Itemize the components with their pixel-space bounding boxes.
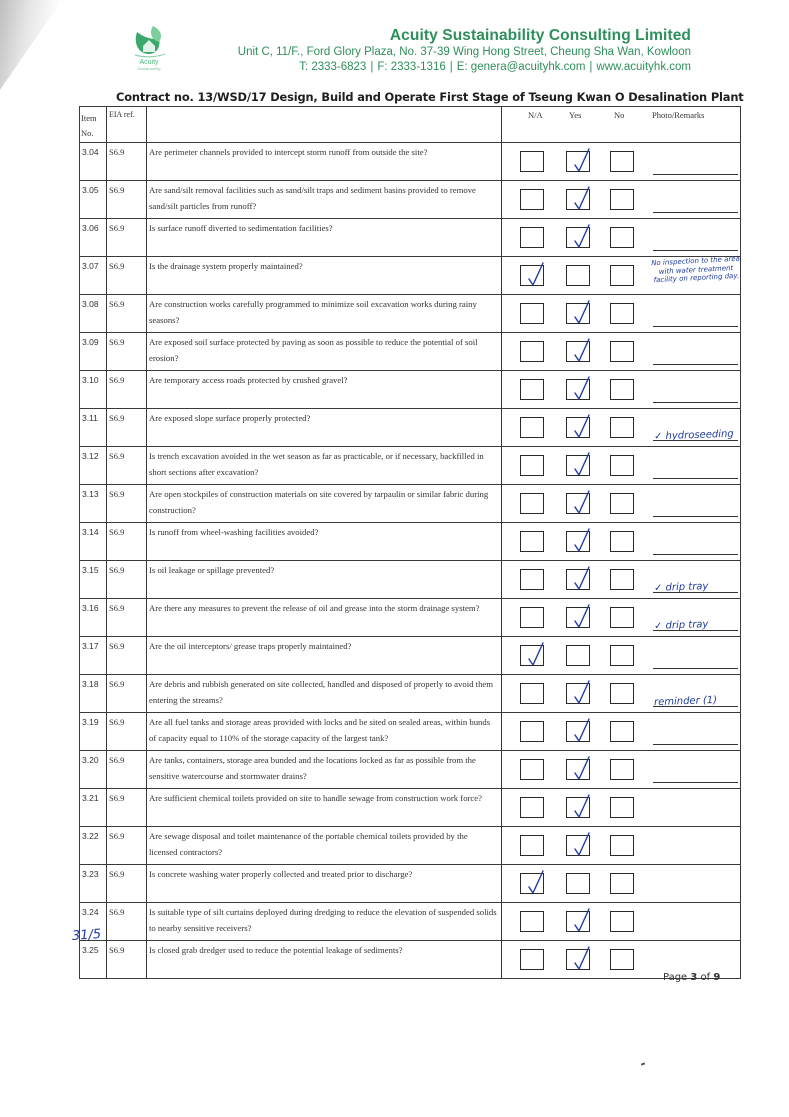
table-row <box>80 675 741 713</box>
page-current: 3 <box>690 972 698 983</box>
checklist-question: Are construction works carefully programmed to minimize soil excavation works during rainy seasons? <box>147 295 502 333</box>
eia-reference: S6.9 <box>107 599 147 637</box>
table-row <box>80 447 741 485</box>
table-header-row <box>80 107 741 143</box>
answer-cell <box>502 523 741 561</box>
checklist-table <box>79 106 741 979</box>
remark-line <box>653 402 738 403</box>
checklist-question: Is oil leakage or spillage prevented? <box>147 561 502 599</box>
check-mark-icon <box>572 376 592 402</box>
company-address: Unit C, 11/F., Ford Glory Plaza, No. 37-39 Wing Hong Street, Cheung Sha Wan, Kowloon <box>237 46 691 58</box>
item-number: 3.08 <box>80 295 107 333</box>
checkbox-no[interactable] <box>610 493 634 514</box>
answer-cell <box>502 371 741 409</box>
company-email[interactable]: E: genera@acuityhk.com <box>456 61 586 73</box>
checkbox-na[interactable] <box>520 759 544 780</box>
check-mark-icon <box>572 794 592 820</box>
company-contact <box>238 60 691 75</box>
checkbox-yes[interactable] <box>566 303 590 324</box>
check-mark-icon <box>572 946 592 972</box>
company-name: Acuity Sustainability Consulting Limited <box>389 27 691 44</box>
company-website[interactable]: www.acuityhk.com <box>596 61 691 73</box>
checklist-question: Is closed grab dredger used to reduce the potential leakage of sediments? <box>147 941 502 979</box>
check-mark-icon <box>526 262 546 288</box>
eia-reference: S6.9 <box>107 371 147 409</box>
item-number: 3.06 <box>80 219 107 257</box>
item-number: 3.24 <box>80 903 107 941</box>
checklist-question: Is the drainage system properly maintained? <box>147 257 502 295</box>
table-row <box>80 219 741 257</box>
header-answers <box>502 107 741 143</box>
page-total: 9 <box>713 972 721 983</box>
eia-reference: S6.9 <box>107 523 147 561</box>
checklist-question: Are exposed soil surface protected by paving as soon as possible to reduce the potential of soil erosion? <box>147 333 502 371</box>
checkbox-yes[interactable] <box>566 645 590 666</box>
table-row <box>80 181 741 219</box>
item-number: 3.05 <box>80 181 107 219</box>
item-number: 3.23 <box>80 865 107 903</box>
scan-artifact <box>641 1062 645 1065</box>
checklist-question: Are debris and rubbish generated on site collected, handled and disposed of properly to avoid them entering the streams? <box>147 675 502 713</box>
checkbox-yes[interactable] <box>566 379 590 400</box>
table-row <box>80 827 741 865</box>
item-number: 3.07 <box>80 257 107 295</box>
checkbox-na[interactable] <box>520 911 544 932</box>
checkbox-na[interactable] <box>520 341 544 362</box>
checkbox-no[interactable] <box>610 759 634 780</box>
item-number: 3.13 <box>80 485 107 523</box>
contract-title: Contract no. 13/WSD/17 Design, Build and Operate First Stage of Tseung Kwan O Desalination Plant <box>116 90 744 104</box>
handwritten-date-note: 31/5 <box>71 926 102 945</box>
page-prefix: Page <box>663 972 691 983</box>
checkbox-no[interactable] <box>610 835 634 856</box>
checkbox-no[interactable] <box>610 911 634 932</box>
eia-reference: S6.9 <box>107 409 147 447</box>
item-number: 3.19 <box>80 713 107 751</box>
checkbox-yes[interactable] <box>566 227 590 248</box>
page-number <box>663 972 720 983</box>
check-mark-icon <box>572 680 592 706</box>
check-mark-icon <box>572 528 592 554</box>
item-number: 3.21 <box>80 789 107 827</box>
separator: | <box>370 61 374 73</box>
checkbox-no[interactable] <box>610 569 634 590</box>
checkbox-na[interactable] <box>520 721 544 742</box>
answer-cell <box>502 903 741 941</box>
remark-line <box>653 478 738 479</box>
checkbox-na[interactable] <box>520 493 544 514</box>
check-mark-icon <box>572 186 592 212</box>
check-mark-icon <box>572 566 592 592</box>
header-na: N/A <box>528 110 543 120</box>
remark-text: No inspection to the area with water treatment facility on reporting day. <box>651 254 741 285</box>
eia-reference: S6.9 <box>107 561 147 599</box>
checkbox-no[interactable] <box>610 151 634 172</box>
eia-reference: S6.9 <box>107 751 147 789</box>
checkbox-na[interactable] <box>520 455 544 476</box>
checklist-question: Is surface runoff diverted to sedimentation facilities? <box>147 219 502 257</box>
checklist-question: Are the oil interceptors/ grease traps properly maintained? <box>147 637 502 675</box>
checkbox-na[interactable] <box>520 189 544 210</box>
answer-cell <box>502 599 741 637</box>
checkbox-na[interactable] <box>520 607 544 628</box>
answer-cell <box>502 447 741 485</box>
eia-reference: S6.9 <box>107 257 147 295</box>
remark-line <box>653 326 738 327</box>
eia-reference: S6.9 <box>107 181 147 219</box>
checkbox-no[interactable] <box>610 949 634 970</box>
answer-cell <box>502 219 741 257</box>
checkbox-no[interactable] <box>610 721 634 742</box>
checkbox-na[interactable] <box>520 873 544 894</box>
table-row <box>80 561 741 599</box>
item-number: 3.10 <box>80 371 107 409</box>
logo-label: Acuity <box>139 59 159 66</box>
checkbox-no[interactable] <box>610 303 634 324</box>
check-mark-icon <box>572 338 592 364</box>
item-number: 3.14 <box>80 523 107 561</box>
remark-line <box>653 554 738 555</box>
answer-cell <box>502 295 741 333</box>
table-row <box>80 295 741 333</box>
item-number: 3.12 <box>80 447 107 485</box>
remark-text: ✓ drip tray <box>653 619 709 632</box>
answer-cell <box>502 751 741 789</box>
checkbox-no[interactable] <box>610 265 634 286</box>
checkbox-yes[interactable] <box>566 607 590 628</box>
remark-line <box>653 744 738 745</box>
checklist-question: Are open stockpiles of construction materials on site covered by tarpaulin or similar fabric during construction? <box>147 485 502 523</box>
answer-cell <box>502 637 741 675</box>
table-row <box>80 371 741 409</box>
checkbox-na[interactable] <box>520 151 544 172</box>
answer-cell <box>502 409 741 447</box>
checklist-question: Are sewage disposal and toilet maintenance of the portable chemical toilets provided by the licensed contractors? <box>147 827 502 865</box>
eia-reference: S6.9 <box>107 143 147 181</box>
checkbox-na[interactable] <box>520 265 544 286</box>
check-mark-icon <box>572 756 592 782</box>
checkbox-yes[interactable] <box>566 493 590 514</box>
checkbox-yes[interactable] <box>566 911 590 932</box>
checkbox-no[interactable] <box>610 797 634 818</box>
remark-text: reminder (1) <box>653 694 718 709</box>
checklist-question: Are all fuel tanks and storage areas provided with locks and be sited on sealed areas, within bunds of capacity equal to 110% of the storage capacity of the largest tank? <box>147 713 502 751</box>
checkbox-no[interactable] <box>610 227 634 248</box>
table-row <box>80 903 741 941</box>
checkbox-na[interactable] <box>520 379 544 400</box>
company-logo <box>120 24 178 86</box>
check-mark-icon <box>572 908 592 934</box>
checkbox-na[interactable] <box>520 683 544 704</box>
eia-reference: S6.9 <box>107 675 147 713</box>
checklist-question: Is concrete washing water properly collected and treated prior to discharge? <box>147 865 502 903</box>
checkbox-no[interactable] <box>610 607 634 628</box>
checklist-question: Are tanks, containers, storage area bunded and the locations locked as far as possible from the sensitive watercourse and stormwater drains? <box>147 751 502 789</box>
eia-reference: S6.9 <box>107 865 147 903</box>
remark-line <box>653 174 738 175</box>
remark-line <box>653 364 738 365</box>
eia-reference: S6.9 <box>107 827 147 865</box>
checkbox-no[interactable] <box>610 683 634 704</box>
checkbox-yes[interactable] <box>566 417 590 438</box>
eia-reference: S6.9 <box>107 295 147 333</box>
header-question <box>147 107 502 143</box>
checkbox-yes[interactable] <box>566 873 590 894</box>
answer-cell <box>502 789 741 827</box>
check-mark-icon <box>572 414 592 440</box>
check-mark-icon <box>572 490 592 516</box>
remark-text: ✓ drip tray <box>653 581 709 594</box>
check-mark-icon <box>572 604 592 630</box>
checkbox-no[interactable] <box>610 189 634 210</box>
item-number: 3.18 <box>80 675 107 713</box>
eia-reference: S6.9 <box>107 219 147 257</box>
check-mark-icon <box>572 718 592 744</box>
item-number: 3.25 <box>80 941 107 979</box>
remark-text: ✓ hydroseeding <box>653 428 734 443</box>
logo-subtitle: Sustainability <box>137 66 161 71</box>
eia-reference: S6.9 <box>107 903 147 941</box>
item-number: 3.22 <box>80 827 107 865</box>
checklist-question: Is trench excavation avoided in the wet season as far as practicable, or if necessary, backfilled in short sections after excavation? <box>147 447 502 485</box>
checkbox-yes[interactable] <box>566 683 590 704</box>
checkbox-na[interactable] <box>520 949 544 970</box>
checklist-question: Are sand/silt removal facilities such as sand/silt traps and sediment basins provided to remove sand/silt particles from runoff? <box>147 181 502 219</box>
answer-cell <box>502 827 741 865</box>
answer-cell <box>502 485 741 523</box>
eia-reference: S6.9 <box>107 789 147 827</box>
check-mark-icon <box>572 832 592 858</box>
table-row <box>80 713 741 751</box>
checkbox-na[interactable] <box>520 417 544 438</box>
check-mark-icon <box>572 300 592 326</box>
checklist-question: Are perimeter channels provided to intercept storm runoff from outside the site? <box>147 143 502 181</box>
answer-cell <box>502 561 741 599</box>
remark-line <box>653 212 738 213</box>
check-mark-icon <box>572 452 592 478</box>
answer-cell <box>502 143 741 181</box>
checkbox-no[interactable] <box>610 531 634 552</box>
header-yes: Yes <box>569 110 582 120</box>
eia-reference: S6.9 <box>107 941 147 979</box>
header-eia-ref: EIA ref. <box>107 107 147 143</box>
checkbox-yes[interactable] <box>566 569 590 590</box>
table-row <box>80 751 741 789</box>
table-row <box>80 865 741 903</box>
separator: | <box>449 61 453 73</box>
item-number: 3.11 <box>80 409 107 447</box>
eia-reference: S6.9 <box>107 637 147 675</box>
table-row <box>80 523 741 561</box>
checkbox-na[interactable] <box>520 531 544 552</box>
item-number: 3.04 <box>80 143 107 181</box>
table-row <box>80 257 741 295</box>
answer-cell <box>502 254 741 295</box>
checklist-question: Is runoff from wheel-washing facilities avoided? <box>147 523 502 561</box>
table-row <box>80 789 741 827</box>
checkbox-no[interactable] <box>610 873 634 894</box>
eia-reference: S6.9 <box>107 333 147 371</box>
leaf-house-icon <box>131 24 167 58</box>
checkbox-na[interactable] <box>520 303 544 324</box>
checkbox-no[interactable] <box>610 645 634 666</box>
checklist-body <box>80 143 741 979</box>
company-fax: F: 2333-1316 <box>377 61 446 73</box>
checklist-question: Are there any measures to prevent the release of oil and grease into the storm drainage system? <box>147 599 502 637</box>
item-number: 3.17 <box>80 637 107 675</box>
answer-cell <box>502 675 741 713</box>
letterhead <box>238 27 691 75</box>
eia-reference: S6.9 <box>107 713 147 751</box>
separator: | <box>589 61 593 73</box>
table-row <box>80 333 741 371</box>
checkbox-yes[interactable] <box>566 835 590 856</box>
checkbox-yes[interactable] <box>566 949 590 970</box>
eia-reference: S6.9 <box>107 447 147 485</box>
company-phone: T: 2333-6823 <box>299 61 367 73</box>
table-row <box>80 599 741 637</box>
table-row <box>80 637 741 675</box>
table-row <box>80 485 741 523</box>
checkbox-na[interactable] <box>520 835 544 856</box>
check-mark-icon <box>526 642 546 668</box>
checkbox-yes[interactable] <box>566 797 590 818</box>
scan-corner-shadow <box>0 0 62 90</box>
checkbox-no[interactable] <box>610 455 634 476</box>
header-no: No <box>614 110 625 120</box>
table-row <box>80 143 741 181</box>
checkbox-no[interactable] <box>610 379 634 400</box>
remark-line <box>653 782 738 783</box>
checklist-question: Are exposed slope surface properly protected? <box>147 409 502 447</box>
checkbox-na[interactable] <box>520 797 544 818</box>
answer-cell <box>502 181 741 219</box>
eia-reference: S6.9 <box>107 485 147 523</box>
header-item-no: Item No. <box>80 107 107 143</box>
check-mark-icon <box>572 224 592 250</box>
checkbox-yes[interactable] <box>566 759 590 780</box>
answer-cell <box>502 333 741 371</box>
page-of: of <box>697 972 714 983</box>
checkbox-no[interactable] <box>610 417 634 438</box>
item-number: 3.09 <box>80 333 107 371</box>
item-number: 3.20 <box>80 751 107 789</box>
checkbox-na[interactable] <box>520 569 544 590</box>
checklist-question: Is suitable type of silt curtains deployed during dredging to reduce the elevation of suspended solids to nearby sensitive receivers? <box>147 903 502 941</box>
item-number: 3.16 <box>80 599 107 637</box>
checkbox-yes[interactable] <box>566 721 590 742</box>
checkbox-yes[interactable] <box>566 455 590 476</box>
checkbox-yes[interactable] <box>566 341 590 362</box>
checkbox-yes[interactable] <box>566 531 590 552</box>
checkbox-yes[interactable] <box>566 265 590 286</box>
table-row <box>80 941 741 979</box>
check-mark-icon <box>526 870 546 896</box>
check-mark-icon <box>572 148 592 174</box>
checkbox-yes[interactable] <box>566 151 590 172</box>
remark-line <box>653 516 738 517</box>
checkbox-no[interactable] <box>610 341 634 362</box>
remark-line <box>653 250 738 251</box>
checkbox-na[interactable] <box>520 227 544 248</box>
checklist-question: Are temporary access roads protected by crushed gravel? <box>147 371 502 409</box>
answer-cell <box>502 865 741 903</box>
checklist-question: Are sufficient chemical toilets provided on site to handle sewage from construction work force? <box>147 789 502 827</box>
table-row <box>80 409 741 447</box>
item-number: 3.15 <box>80 561 107 599</box>
header-remarks: Photo/Remarks <box>652 110 705 120</box>
remark-line <box>653 668 738 669</box>
checkbox-na[interactable] <box>520 645 544 666</box>
checkbox-yes[interactable] <box>566 189 590 210</box>
answer-cell <box>502 713 741 751</box>
